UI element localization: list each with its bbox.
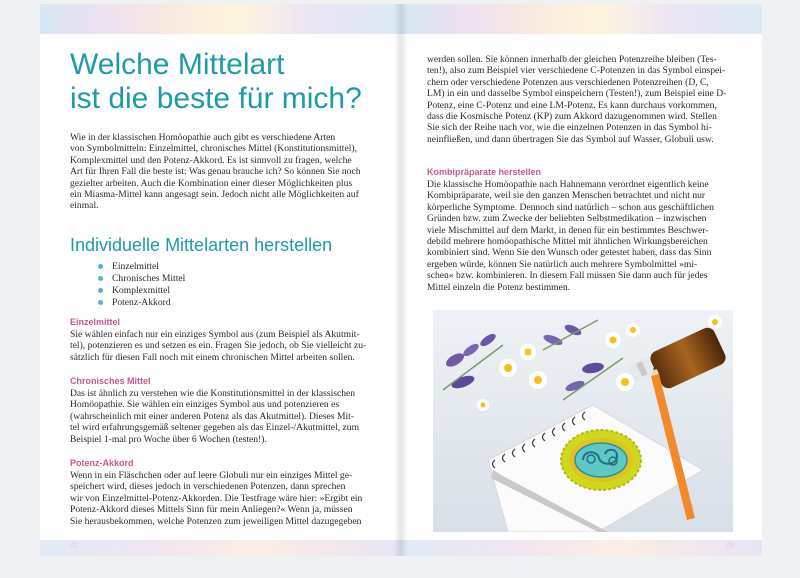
text-line: Sie wählen einfach nur ein einziges Symbol aus (zum Beispiel als Akutmit- (70, 329, 360, 340)
text-line: chern oder verschiedene Potenzen aus verschiedenen Potenzreihen (D, C, (427, 76, 709, 88)
mittelarten-bullet-list (98, 261, 185, 309)
list-item-label: Einzelmittel (112, 261, 159, 272)
text-line: einmal. (70, 200, 99, 212)
text-line: sätzlich für diesen Fall noch mit einem chronischen Mittel arbeiten sollen. (70, 351, 355, 363)
text-line: Das ist ähnlich zu verstehen wie die Konstitutionsmittel in der klassischen (70, 388, 356, 399)
text-line: ten!), also zum Beispiel vier verschiedene C-Potenzen in das Symbol einspei- (427, 65, 726, 77)
list-item-label: Potenz-Akkord (112, 297, 171, 308)
text-line: Art für Ihren Fall die beste ist: Was genau brauche ich? So können Sie noch (70, 166, 361, 178)
text-line: Kombipräparate, weil sie den ganzen Menschen betrachtet und nicht nur (427, 190, 706, 202)
text-line: Wenn in ein Fläschchen oder auf leere Globuli nur ein einziges Mittel ge- (70, 470, 353, 481)
kombipraeparate-paragraph (427, 179, 741, 293)
text-line: tel), potenzieren es und setzen es ein. Fragen Sie jedoch, ob Sie vielleicht zu- (70, 340, 367, 352)
potenz-akkord-paragraph (70, 470, 384, 527)
bullet-dot-icon (98, 264, 103, 269)
list-item-label: Komplexmittel (112, 285, 171, 296)
text-line: ergeben würde, können Sie natürlich auch mehrere Symbolmittel »mi- (427, 258, 698, 270)
text-line: LM) in ein und dasselbe Symbol einspeichern (Testen!), zum Beispiel eine D- (427, 88, 727, 100)
right-page-top-gradient (401, 4, 762, 34)
list-item (98, 297, 185, 309)
bullet-dot-icon (98, 276, 103, 281)
notebook-flowers-photo (433, 310, 733, 532)
text-line: Komplexmittel und den Potenz-Akkord. Es ist sinnvoll zu fragen, welche (70, 154, 352, 166)
continuation-paragraph (427, 54, 741, 145)
left-page-top-gradient (40, 4, 401, 34)
einzelmittel-paragraph (70, 329, 384, 363)
chronisches-mittel-heading: Chronisches Mittel (70, 376, 151, 386)
text-line: viele Mischmittel auf dem Markt, in denen für ein bestimmtes Beschwer- (427, 224, 709, 236)
section-heading: Individuelle Mittelarten herstellen (70, 235, 333, 255)
page-title (70, 48, 390, 116)
text-line: dass die Kosmische Potenz (KP) zum Akkord dazugenommen wird. Stellen (427, 111, 717, 123)
left-page (40, 4, 401, 556)
text-line: Beispiel 1-mal pro Woche über 6 Wochen (testen!). (70, 433, 267, 445)
text-line: Potenz, eine C-Potenz und eine LM-Potenz. Es kann durchaus vorkommen, (427, 99, 717, 111)
list-item (98, 285, 185, 297)
symbol-drawing (561, 430, 641, 490)
potenz-akkord-heading: Potenz-Akkord (70, 458, 134, 468)
text-line: Die klassische Homöopathie nach Hahnemann verordnet eigentlich keine (427, 179, 709, 190)
bullet-dot-icon (98, 300, 103, 305)
text-line: debild mehrere homöopathische Mittel mit ähnlichen Wirkungsbereichen (427, 236, 708, 248)
bullet-dot-icon (98, 288, 103, 293)
text-line: tel wird erfahrungsgemäß seltener gegeben als das Einzel-/Akutmittel, zum (70, 422, 360, 434)
text-line: Wie in der klassischen Homöopathie auch gibt es verschiedene Arten (70, 132, 336, 143)
text-line: Homöopathie. Sie wählen ein einziges Symbol aus und potenzieren es (70, 399, 340, 411)
list-item (98, 273, 185, 285)
list-item-label: Chronisches Mittel (112, 273, 186, 284)
text-line: neinfließen, und dann übertragen Sie das Symbol auf Wasser, Globuli usw. (427, 133, 714, 145)
einzelmittel-heading: Einzelmittel (70, 317, 121, 327)
title-line: Welche Mittelart (70, 48, 285, 81)
left-page-bottom-gradient (40, 540, 401, 556)
text-line: schen« bzw. kombinieren. In diesem Fall müssen Sie dann auch für jedes (427, 270, 708, 282)
title-line: ist die beste für mich? (70, 82, 362, 115)
list-item (98, 261, 185, 273)
chronisches-mittel-paragraph (70, 388, 384, 445)
text-line: ein Miasma-Mittel kann angesagt sein. Jedoch nicht alle Möglichkeiten auf (70, 189, 359, 201)
text-line: körperliche Symptome. Dennoch sind natürlich – schon aus geschäftlichen (427, 201, 714, 213)
right-page-bottom-gradient (401, 540, 762, 556)
photo-illustration (433, 310, 733, 532)
intro-paragraph (70, 132, 384, 212)
text-line: von Symbolmitteln: Einzelmittel, chronisches Mittel (Konstitutionsmittel), (70, 143, 357, 155)
text-line: (wahrscheinlich mit einer anderen Potenz als das Akutmittel). Dieses Mit- (70, 410, 355, 422)
text-line: speichert wird, dieses jedoch in verschiedenen Potenzen, dann sprechen (70, 481, 346, 493)
text-line: wir von Einzelmittel-Potenz-Akkorden. Die Testfrage wäre hier: »Ergibt ein (70, 492, 363, 504)
text-line: Potenz-Akkord dieses Mittels Sinn für mein Anliegen?« Wenn ja, müssen (70, 504, 353, 516)
kombipraeparate-heading: Kombipräparate herstellen (427, 167, 542, 177)
text-line: kombiniert sind. Wenn Sie den Wunsch oder getestet haben, dass das Sinn (427, 247, 712, 259)
text-line: Mittel einzeln die Potenz bestimmen. (427, 281, 571, 293)
text-line: Sie sich der Reihe nach vor, wie die einzelnen Potenzen in das Symbol hi- (427, 122, 712, 134)
text-line: werden sollen. Sie können innerhalb der gleichen Potenzreihe bleiben (Tes- (427, 54, 717, 65)
text-line: gezielter arbeiten. Auch die Kombination einer dieser Möglichkeiten plus (70, 177, 353, 189)
text-line: Gründen bzw. zum Zwecke der beliebten Selbstmedikation – inzwischen (427, 213, 707, 225)
text-line: Sie herausbekommen, welche Potenzen zum jeweiligen Mittel dazugegeben (70, 515, 362, 527)
right-page (401, 4, 762, 556)
